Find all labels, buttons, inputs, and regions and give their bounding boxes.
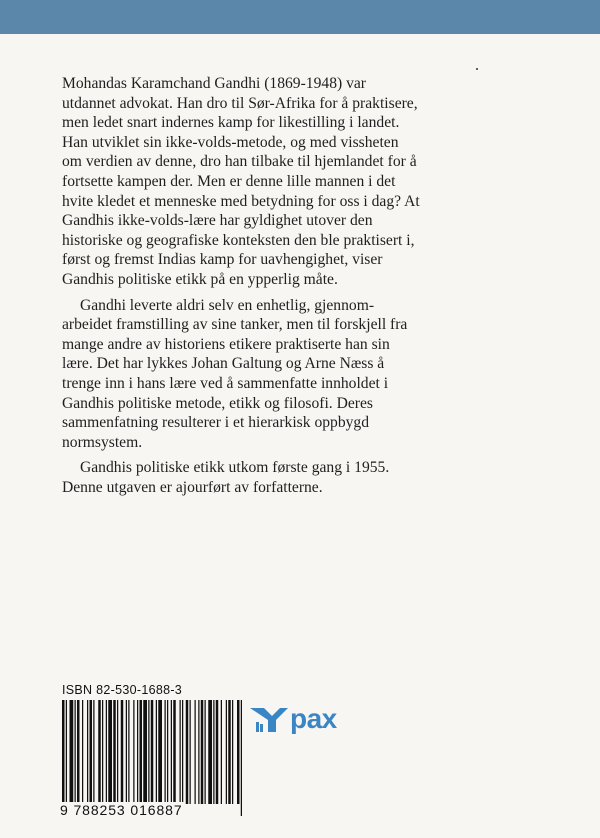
publisher-name: pax (290, 703, 337, 734)
back-cover-blurb (62, 74, 422, 503)
blurb-paragraph-2: Gandhi leverte aldri selv en enhetlig, gjennom-arbeidet framstilling av sine tanker, men til forskjell fra mange andre av historiens etikere praktiserte han sin lære. Det har lykkes Johan Galtung og Arne Næss å trenge inn i hans lære ved å sammenfatte innholdet i Gandhis politiske metode, etikk og filosofi. Deres sammenfatning resulterer i et hierarkisk oppbygd normsystem. (62, 296, 408, 451)
top-color-band (0, 0, 600, 34)
isbn-number: ISBN 82-530-1688-3 (62, 683, 183, 697)
blurb-paragraph-1: Mohandas Karamchand Gandhi (1869-1948) var utdannet advokat. Han dro til Sør-Afrika for å praktisere, men ledet snart indernes kamp for likestilling i landet. Han utviklet sin ikke-volds-metode, og med vissheten om verdien av denne, dro han tilbake til hjemlandet for å fortsette kampen der. Men er denne lille mannen i det hvite kledet et menneske med betydning for oss i dag? At Gandhis ikke-volds-lære har gyldighet utover den historiske og geografiske konteksten den ble praktisert i, først og fremst Indias kamp for uavhengighet, viser Gandhis politiske etikk på en ypperlig måte. (62, 75, 420, 288)
publisher-logo (250, 702, 346, 736)
barcode (62, 700, 244, 816)
blurb-paragraph-3: Gandhis politiske etikk utkom første gang i 1955. Denne utgaven er ajourført av forfatterne. (62, 459, 390, 496)
print-speck (476, 68, 478, 70)
barcode-digits: 9 788253 016887 (60, 802, 183, 818)
pax-logo-arrow-icon (250, 704, 288, 734)
